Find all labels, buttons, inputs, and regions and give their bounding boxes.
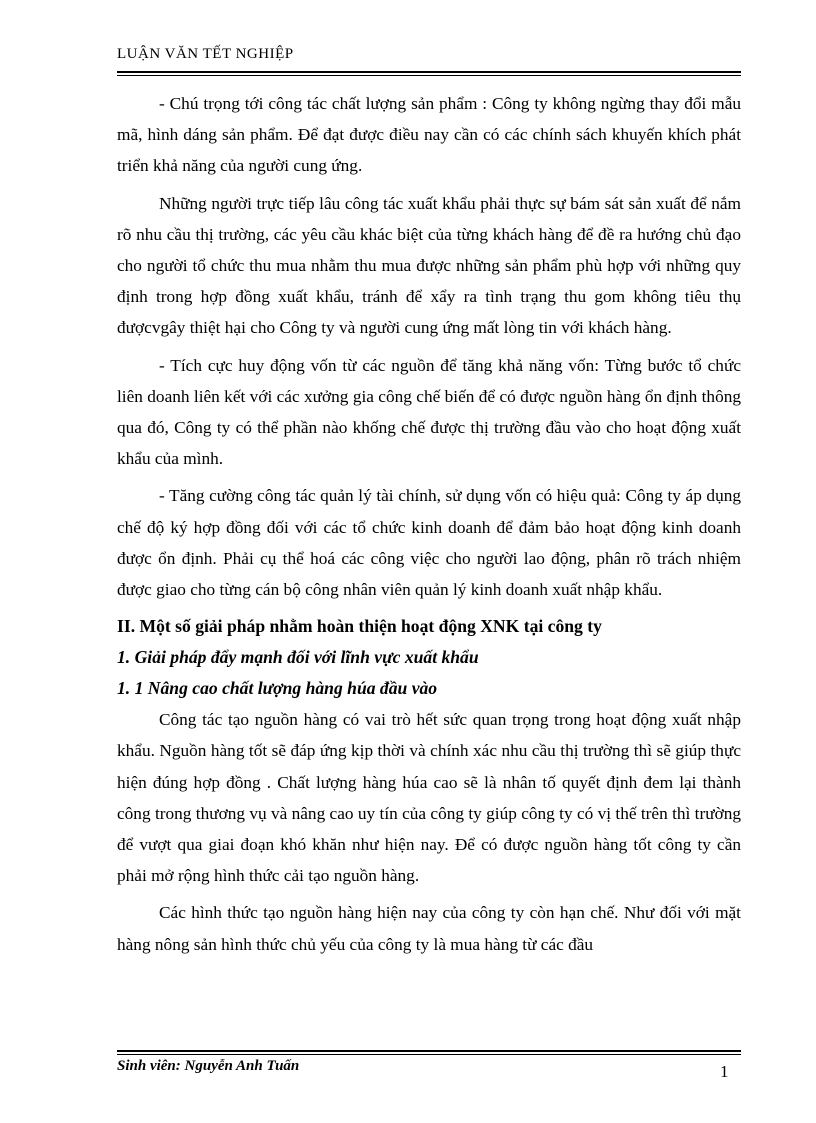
paragraph: Các hình thức tạo nguồn hàng hiện nay của công ty còn hạn chế. Như đối với mặt hàng nông sản hình thức chủ yếu của công ty là mua hàng từ các đầu: [117, 903, 741, 954]
paragraph: - Chú trọng tới công tác chất lượng sản phẩm : Công ty không ngừng thay đổi mẫu mã, hình dáng sản phẩm. Để đạt được điều nay cần có các chính sách khuyến khích phát triển khả năng của người cung ứng.: [117, 94, 741, 176]
paragraph: - Tăng cường công tác quản lý tài chính, sử dụng vốn có hiệu quả: Công ty áp dụng chế độ ký hợp đồng đối với các tổ chức kinh doanh để đảm bảo hoạt động kinh doanh được ổn định. Phải cụ thể hoá các công việc cho người lao động, phân rõ trách nhiệm được giao cho từng cán bộ công nhân viên quản lý kinh doanh xuất nhập khẩu.: [117, 486, 741, 600]
paragraph: Những người trực tiếp lâu công tác xuất khẩu phải thực sự bám sát sản xuất để nắm rõ nhu cầu thị trường, các yêu cầu khác biệt của từng khách hàng để đề ra hướng chủ đạo cho người tổ chức thu mua nhằm thu mua được những sản phẩm phù hợp với những quy định trong hợp đồng xuất khẩu, tránh để xẩy ra tình trạng thu gom không tiêu thụ đượcvgây thiệt hại cho Công ty và người cung ứng mất lòng tin với khách hàng.: [117, 193, 741, 338]
subsection-heading: 1. Giải pháp đẩy mạnh đối với lĩnh vực xuất khẩu: [117, 647, 479, 668]
paragraph: Công tác tạo nguồn hàng có vai trò hết sức quan trọng trong hoạt động xuất nhập khẩu. Nguồn hàng tốt sẽ đáp ứng kịp thời và chính xác nhu cầu thị trường thì sẽ giúp thực hiện đúng hợp đồng . Chất lượng hàng húa cao sẽ là nhân tố quyết định đem lại thành công trong thương vụ và nâng cao uy tín của công ty giúp công ty có vị thế trên thì trường để vượt qua giai đoạn khó khăn như hiện nay. Để có được nguồn hàng tốt công ty cần phải mở rộng hình thức cải tạo nguồn hàng.: [117, 710, 741, 886]
footer-rule: [117, 1050, 741, 1055]
document-body: [117, 88, 741, 966]
header-rule: [117, 71, 741, 76]
subsubsection-heading: 1. 1 Nâng cao chất lượng hàng húa đầu vào: [117, 678, 438, 699]
footer-author: Sinh viên: Nguyễn Anh Tuấn: [117, 1058, 300, 1074]
section-heading: II. Một số giải pháp nhằm hoàn thiện hoạt động XNK tại công ty: [117, 616, 602, 637]
page-header: LUẬN VĂN TẾT NGHIỆP: [117, 46, 294, 62]
page-number: 1: [720, 1062, 729, 1081]
paragraph: - Tích cực huy động vốn từ các nguồn để tăng khả năng vốn: Từng bước tổ chức liên doanh liên kết với các xưởng gia công chế biến để có được nguồn hàng ổn định thông qua đó, Công ty có thể phần nào khống chế được thị trường đầu vào cho hoạt động xuất khẩu của mình.: [117, 355, 741, 469]
